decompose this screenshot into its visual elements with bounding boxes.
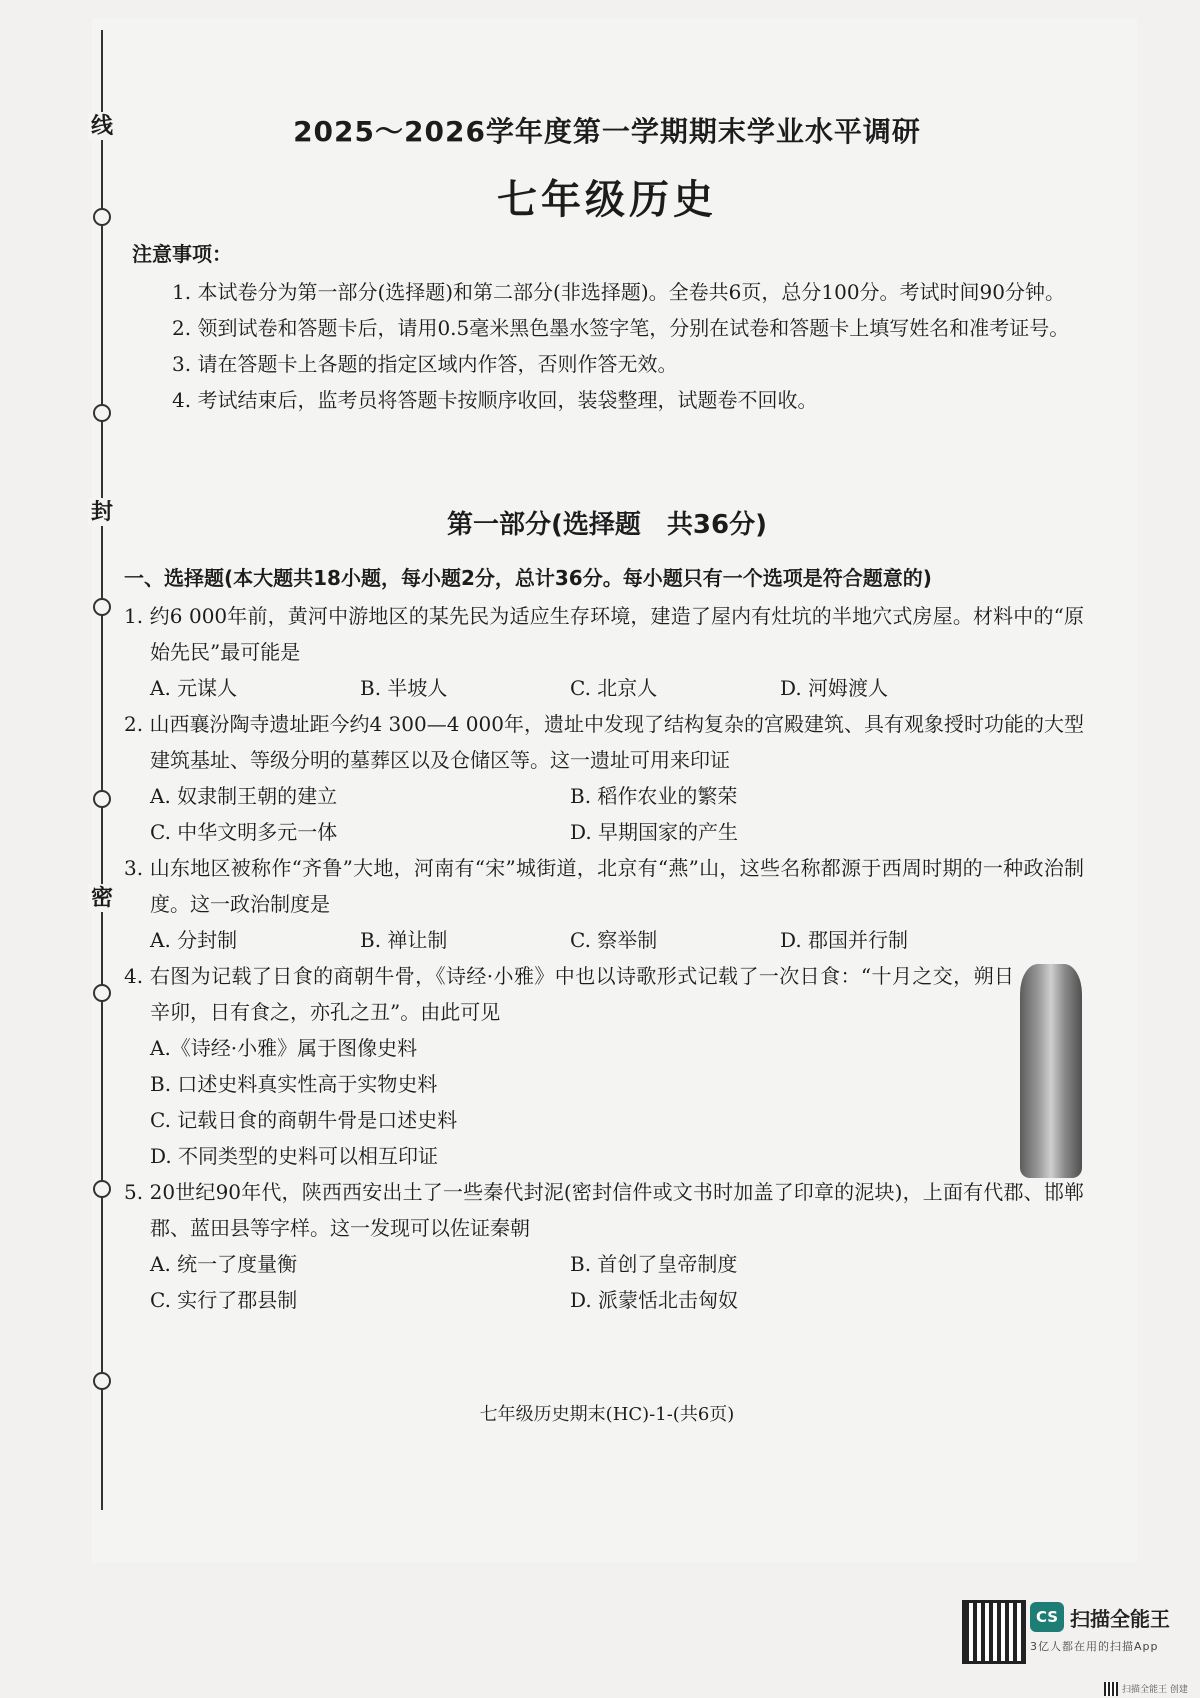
- notice-item: 1. 本试卷分为第一部分(选择题)和第二部分(非选择题)。全卷共6页，总分100分。考试时间90分钟。: [172, 280, 1065, 304]
- binding-line: [101, 30, 103, 1510]
- option-d: D. 早期国家的产生: [570, 820, 739, 844]
- option-d: D. 河姆渡人: [780, 676, 889, 700]
- notice-item: 3. 请在答题卡上各题的指定区域内作答，否则作答无效。: [172, 352, 678, 376]
- binding-hole: [93, 1180, 111, 1198]
- scanner-created-note: 扫描全能王 创建: [1122, 1685, 1188, 1695]
- option-d: D. 派蒙恬北击匈奴: [570, 1288, 739, 1312]
- question-stem: 4. 右图为记载了日食的商朝牛骨，《诗经·小雅》中也以诗歌形式记载了一次日食：“十月之交，朔日辛卯，日有食之，亦孔之丑”。由此可见: [124, 964, 1014, 1024]
- camscanner-logo-icon: CS: [1030, 1602, 1064, 1632]
- small-qr-icon: [1104, 1682, 1118, 1696]
- option-c: C. 记载日食的商朝牛骨是口述史料: [150, 1108, 458, 1132]
- question-options: [124, 814, 1084, 850]
- question-stem: 2. 山西襄汾陶寺遗址距今约4 300—4 000年，遗址中发现了结构复杂的宫殿建筑、具有观象授时功能的大型建筑基址、等级分明的墓葬区以及仓储区等。这一遗址可用来印证: [124, 712, 1084, 772]
- question-options: [124, 778, 1084, 814]
- question-list: [124, 598, 1084, 1318]
- binding-hole: [93, 984, 111, 1002]
- option-a: A. 统一了度量衡: [150, 1252, 298, 1276]
- option-b: B. 半坡人: [360, 676, 448, 700]
- binding-hole: [93, 790, 111, 808]
- qr-code-icon: [962, 1600, 1026, 1664]
- binding-hole: [93, 598, 111, 616]
- option-a: A. 分封制: [150, 928, 238, 952]
- option-c: C. 北京人: [570, 676, 658, 700]
- option-c: C. 中华文明多元一体: [150, 820, 338, 844]
- question-options: [124, 922, 1084, 958]
- binding-hole: [93, 208, 111, 226]
- question-4: [124, 958, 1084, 1174]
- question-1: [124, 598, 1084, 706]
- part-heading: 第一部分(选择题 共36分): [447, 510, 767, 540]
- option-a: A. 元谋人: [150, 676, 238, 700]
- question-stem: 3. 山东地区被称作“齐鲁”大地，河南有“宋”城街道，北京有“燕”山，这些名称都源于西周时期的一种政治制度。这一政治制度是: [124, 856, 1084, 916]
- section-heading: 一、选择题(本大题共18小题，每小题2分，总计36分。每小题只有一个选项是符合题意的): [124, 566, 932, 590]
- option-c: C. 实行了郡县制: [150, 1288, 298, 1312]
- page-footer: 七年级历史期末(HC)-1-(共6页): [479, 1404, 735, 1425]
- question-5: [124, 1174, 1084, 1318]
- question-2: [124, 706, 1084, 850]
- scanner-tagline: 3亿人都在用的扫描App: [1030, 1640, 1159, 1653]
- scanner-app-name: 扫描全能王: [1070, 1607, 1170, 1631]
- option-b: B. 禅让制: [360, 928, 448, 952]
- notice-item: 4. 考试结束后，监考员将答题卡按顺序收回，装袋整理，试题卷不回收。: [172, 388, 818, 412]
- option-a: A.《诗经·小雅》属于图像史料: [150, 1036, 418, 1060]
- option-c: C. 察举制: [570, 928, 658, 952]
- binding-hole: [93, 1372, 111, 1390]
- option-d: D. 不同类型的史料可以相互印证: [150, 1144, 439, 1168]
- notice-list: [132, 274, 1082, 418]
- question-options: [124, 1282, 1084, 1318]
- oracle-bone-image: [1020, 964, 1082, 1178]
- question-3: [124, 850, 1084, 958]
- option-b: B. 首创了皇帝制度: [570, 1252, 738, 1276]
- binding-mark-mi: 密: [88, 884, 116, 912]
- notice-heading: 注意事项：: [132, 242, 232, 266]
- option-d: D. 郡国并行制: [780, 928, 909, 952]
- binding-hole: [93, 404, 111, 422]
- question-stem: 5. 20世纪90年代，陕西西安出土了一些秦代封泥(密封信件或文书时加盖了印章的泥块)，上面有代郡、邯郸郡、蓝田县等字样。这一发现可以佐证秦朝: [124, 1180, 1084, 1240]
- question-stem: 1. 约6 000年前，黄河中游地区的某先民为适应生存环境，建造了屋内有灶坑的半地穴式房屋。材料中的“原始先民”最可能是: [124, 604, 1084, 664]
- question-options: [124, 670, 1084, 706]
- option-a: A. 奴隶制王朝的建立: [150, 784, 338, 808]
- option-b: B. 稻作农业的繁荣: [570, 784, 738, 808]
- notice-item: 2. 领到试卷和答题卡后，请用0.5毫米黑色墨水签字笔，分别在试卷和答题卡上填写姓名和准考证号。: [172, 316, 1070, 340]
- binding-mark-feng: 封: [88, 498, 116, 526]
- exam-title: 2025～2026学年度第一学期期末学业水平调研: [293, 115, 921, 148]
- exam-subject: 七年级历史: [497, 177, 717, 223]
- option-b: B. 口述史料真实性高于实物史料: [150, 1072, 438, 1096]
- binding-mark-xian: 线: [88, 112, 116, 140]
- question-options: [124, 1246, 1084, 1282]
